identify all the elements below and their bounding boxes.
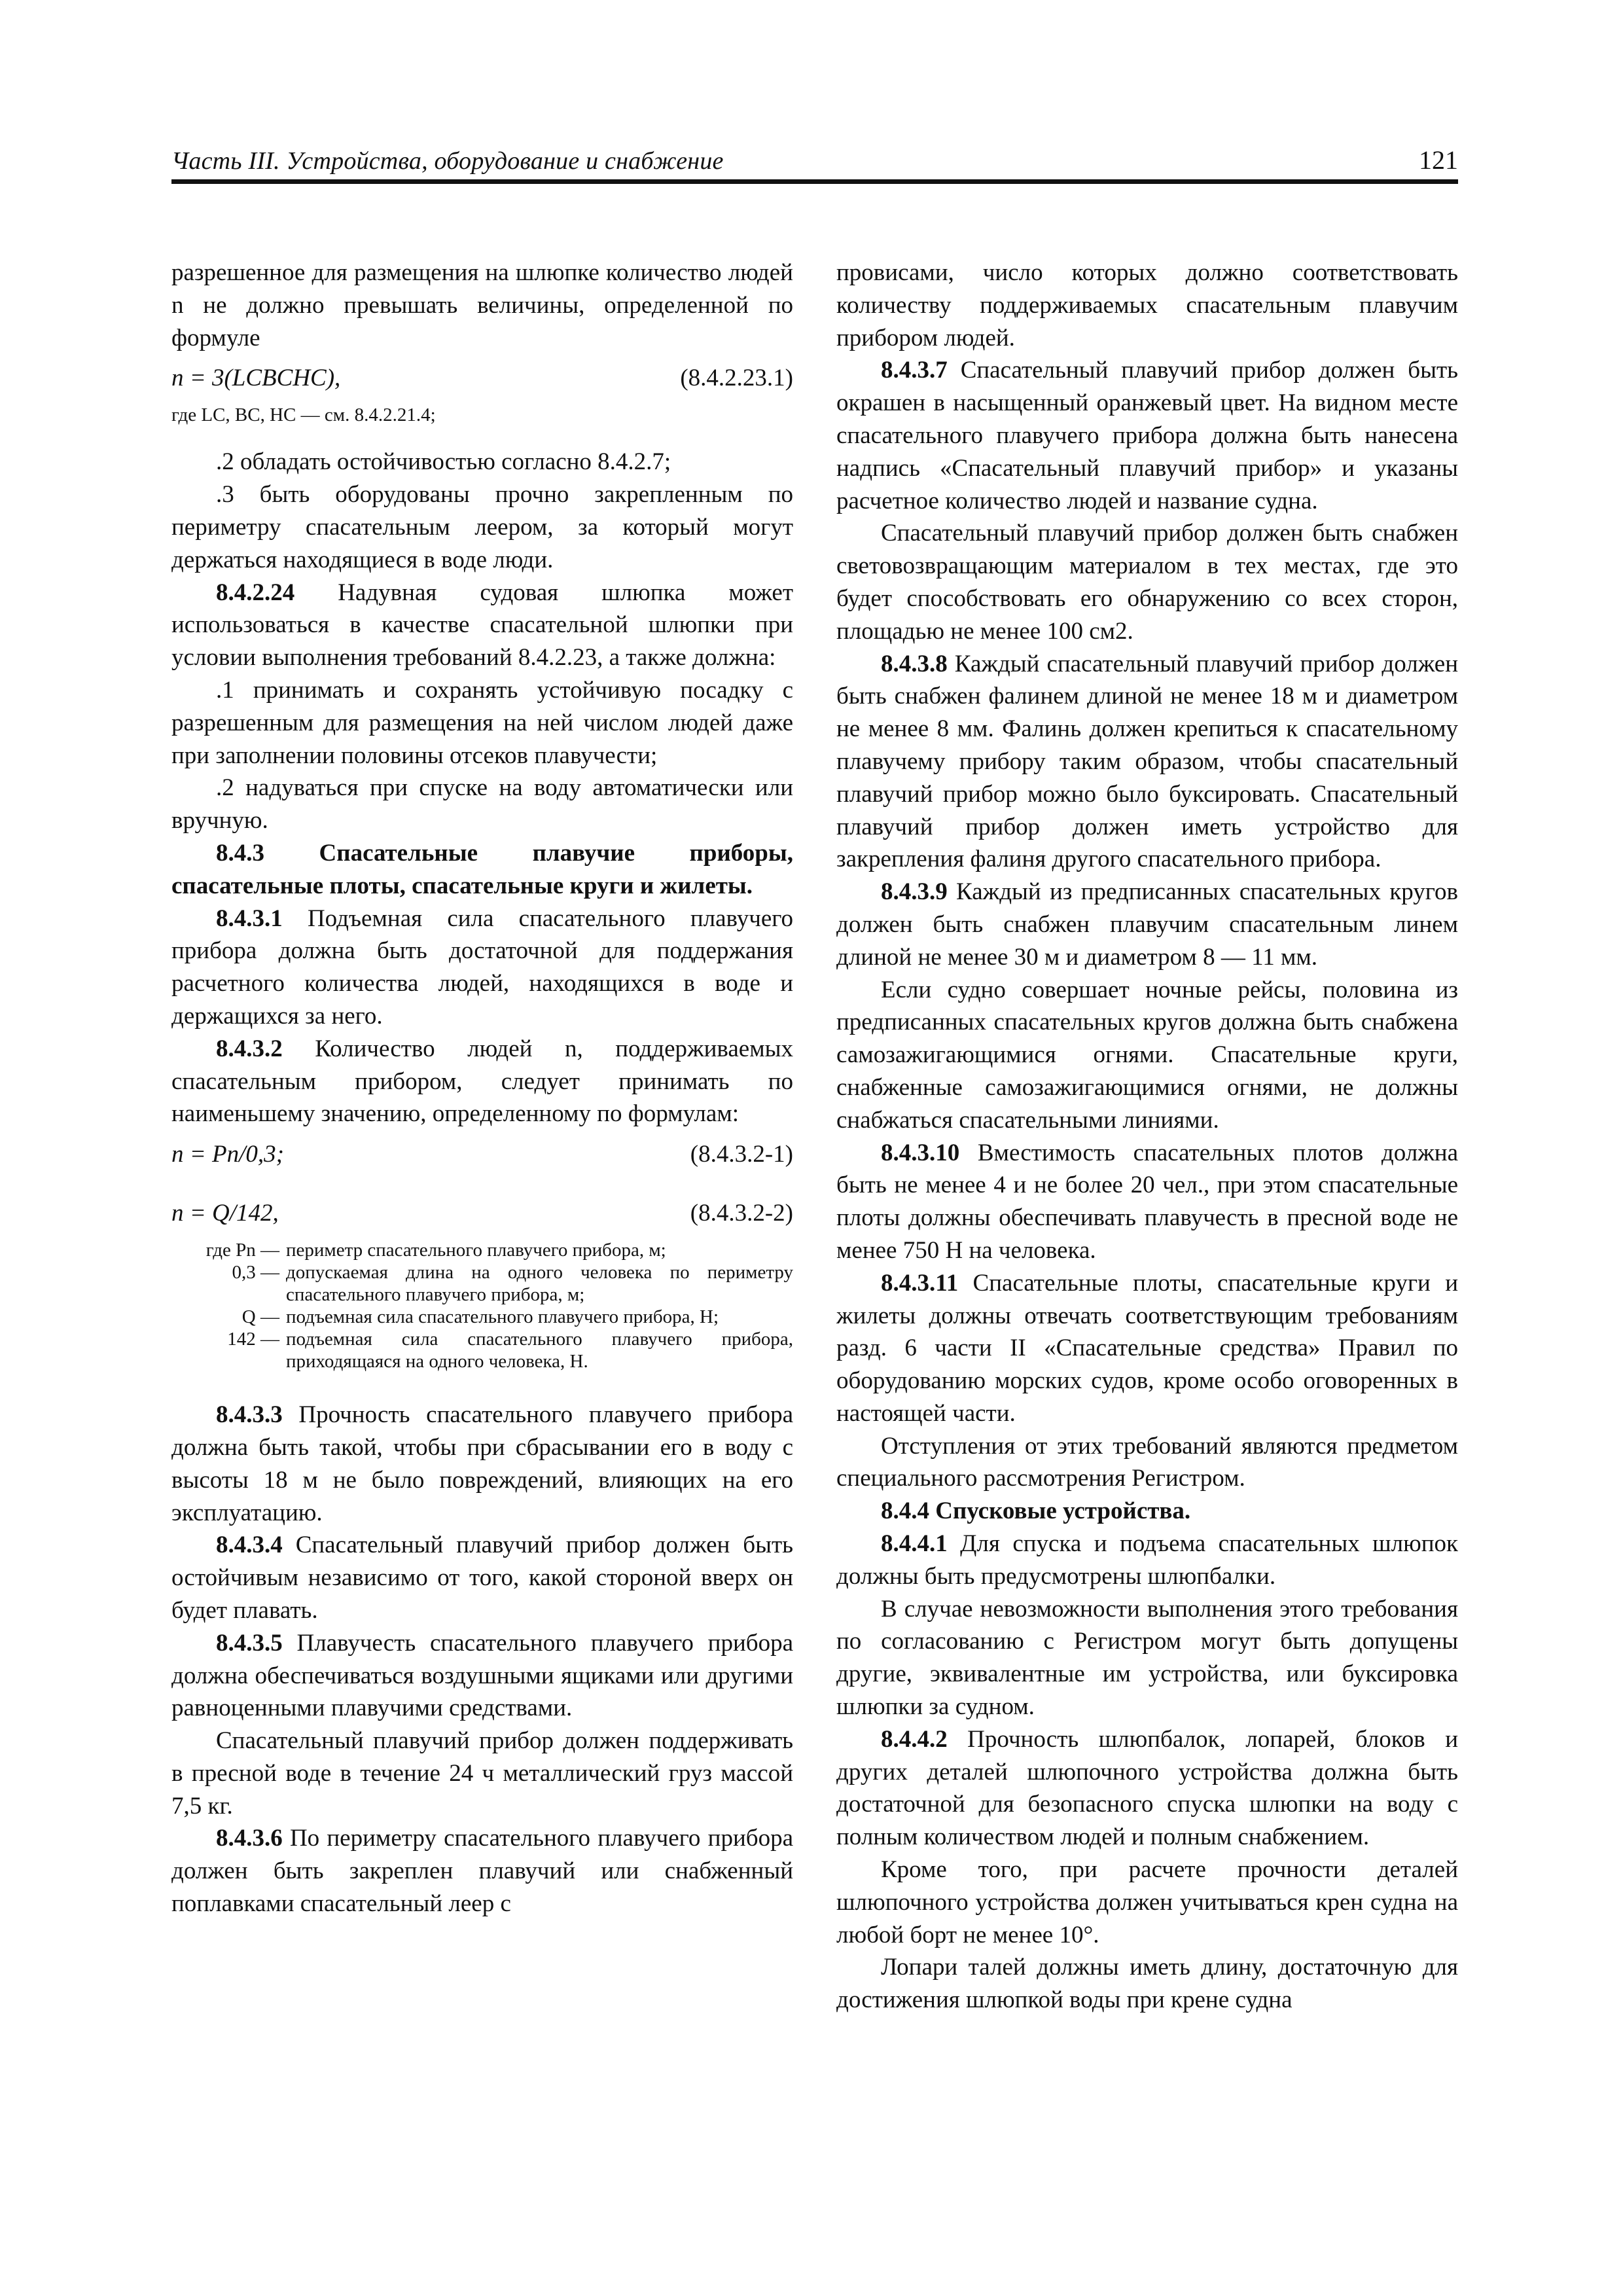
running-header: [171, 143, 1458, 184]
clause-8-4-3-10: 8.4.3.10 Вместимость спасательных плотов должна быть не менее 4 и не более 20 чел., при этом спасательные плоты должны обеспечивать плавучесть в пресной воде не менее 750 Н на человека.: [836, 1139, 1458, 1264]
formula-note: где LC, BC, HC — см. 8.4.2.21.4;: [171, 404, 436, 426]
formula-legend: [171, 1239, 793, 1372]
clause-8-4-3-1: 8.4.3.1 Подъемная сила спасательного плавучего прибора должна быть достаточной для поддержания расчетного количества людей, находящихся в воде и держащихся за него.: [171, 905, 793, 1030]
right-column: [836, 257, 1458, 2017]
clause-8-4-4-2: 8.4.4.2 Прочность шлюпбалок, лопарей, блоков и других деталей шлюпочного устройства должна быть достаточной для безопасного спуска шлюпки на воду с полным количеством людей и полным снабжением.: [836, 1725, 1458, 1851]
formula-expression: n = 3(LCBCHC),: [171, 365, 341, 392]
paragraph: разрешенное для размещения на шлюпке количество людей n не должно превышать величины, определенной по формуле: [171, 259, 793, 351]
legend-definition: подъемная сила спасательного плавучего прибора, приходящаяся на одного человека, Н.: [286, 1329, 793, 1372]
clause-number: 8.4.3.3: [216, 1401, 283, 1429]
paragraph: Спасательный плавучий прибор должен быть снабжен световозвращающим материалом в тех местах, где это будет способствовать его обнаружению со всех сторон, площадью не менее 100 см2.: [836, 520, 1458, 645]
formula: [171, 362, 793, 395]
clause-number: 8.4.4.2: [881, 1725, 948, 1753]
page-number: 121: [1419, 145, 1458, 175]
legend-definition: допускаемая длина на одного человека по периметру спасательного плавучего прибора, м;: [286, 1262, 793, 1306]
section-heading-8-4-3: 8.4.3 Спасательные плавучие приборы, спасательные плоты, спасательные круги и жилеты.: [171, 839, 793, 899]
list-item: .1 принимать и сохранять устойчивую посадку с разрешенным для размещения на ней числом людей даже при заполнении половины отсеков плавучести;: [171, 676, 793, 769]
clause-8-4-3-8: 8.4.3.8 Каждый спасательный плавучий прибор должен быть снабжен фалинем длиной не менее 18 м и диаметром не менее 8 мм. Фалинь должен крепиться к спасательному плавучему прибору таким образом, чтобы спасательный плавучий прибор можно было буксировать. Спасательный плавучий прибор должен иметь устройство для закрепления фалиня другого спасательного прибора.: [836, 650, 1458, 873]
clause-number: 8.4.2.24: [216, 579, 295, 606]
paragraph: В случае невозможности выполнения этого требования по согласованию с Регистром могут быть допущены другие, эквивалентные им устройства, или буксировка шлюпки за судном.: [836, 1595, 1458, 1721]
left-column: [171, 257, 793, 1920]
legend-row: [171, 1261, 793, 1306]
clause-number: 8.4.3.6: [216, 1825, 283, 1852]
clause-8-4-3-3: 8.4.3.3 Прочность спасательного плавучего прибора должна быть такой, чтобы при сбрасывании его в воду с высоты 18 м не было повреждений, влияющих на его эксплуатацию.: [171, 1401, 793, 1526]
clause-number: 8.4.4.1: [881, 1530, 948, 1558]
header-title: Часть III. Устройства, оборудование и снабжение: [171, 147, 724, 175]
legend-symbol: Q —: [241, 1306, 279, 1328]
formula-expression: n = Pn/0,3;: [171, 1141, 284, 1168]
clause-number: 8.4.3.2: [216, 1035, 283, 1062]
list-item: .2 обладать остойчивостью согласно 8.4.2.7;: [216, 448, 671, 476]
formula-expression: n = Q/142,: [171, 1200, 279, 1227]
paragraph: провисами, число которых должно соответствовать количеству поддерживаемых спасательным плавучим прибором людей.: [836, 259, 1458, 351]
legend-definition: подъемная сила спасательного плавучего прибора, Н;: [286, 1306, 719, 1328]
formula-number: (8.4.3.2-1): [690, 1141, 793, 1168]
clause-8-4-3-11: 8.4.3.11 Спасательные плоты, спасательные круги и жилеты должны отвечать соответствующим требованиям разд. 6 части II «Спасательные средства» Правил по оборудованию морских судов, кроме особо оговоренных в настоящей части.: [836, 1269, 1458, 1427]
paragraph: Спасательный плавучий прибор должен поддерживать в пресной воде в течение 24 ч металлический груз массой 7,5 кг.: [171, 1727, 793, 1820]
paragraph: Отступления от этих требований являются предметом специального рассмотрения Регистром.: [836, 1432, 1458, 1492]
formula-number: (8.4.2.23.1): [680, 365, 793, 392]
clause-number: 8.4.3.8: [881, 650, 948, 677]
legend-row: [171, 1306, 793, 1328]
legend-symbol: где Pn —: [205, 1240, 279, 1261]
clause-8-4-3-5: 8.4.3.5 Плавучесть спасательного плавучего прибора должна обеспечиваться воздушными ящиками или другими равноценными плавучими средствами.: [171, 1629, 793, 1722]
clause-8-4-3-2: 8.4.3.2 Количество людей n, поддерживаемых спасательным прибором, следует принимать по наименьшему значению, определенному по формулам:: [171, 1035, 793, 1128]
clause-number: 8.4.3.5: [216, 1629, 283, 1657]
legend-symbol: 142 —: [227, 1329, 279, 1350]
list-item: .3 быть оборудованы прочно закрепленным по периметру спасательным леером, за который могут держаться находящиеся в воде люди.: [171, 481, 793, 573]
clause-number: 8.4.3.11: [881, 1269, 959, 1297]
formula: [171, 1197, 793, 1230]
clause-number: 8.4.3.10: [881, 1139, 960, 1166]
legend-definition: периметр спасательного плавучего прибора, м;: [286, 1240, 666, 1261]
clause-8-4-3-9: 8.4.3.9 Каждый из предписанных спасательных кругов должен быть снабжен плавучим спасательным линем длиной не менее 30 м и диаметром 8 — 11 мм.: [836, 878, 1458, 971]
paragraph: Лопари талей должны иметь длину, достаточную для достижения шлюпкой воды при крене судна: [836, 1954, 1458, 2014]
legend-row: [171, 1328, 793, 1372]
list-item: .2 надуваться при спуске на воду автоматически или вручную.: [171, 774, 793, 834]
paragraph: Если судно совершает ночные рейсы, половина из предписанных спасательных кругов должна быть снабжена самозажигающимися огнями. Спасательные круги, снабженные самозажигающимися огнями, не должны снабжаться спасательными линиями.: [836, 976, 1458, 1134]
formula: [171, 1138, 793, 1171]
clause-8-4-3-6: 8.4.3.6 По периметру спасательного плавучего прибора должен быть закреплен плавучий или снабженный поплавками спасательный леер с: [171, 1825, 793, 1918]
clause-8-4-2-24: 8.4.2.24 Надувная судовая шлюпка может использоваться в качестве спасательной шлюпки при условии выполнения требований 8.4.2.23, а также должна:: [171, 579, 793, 672]
clause-8-4-3-7: 8.4.3.7 Спасательный плавучий прибор должен быть окрашен в насыщенный оранжевый цвет. На видном месте спасательного плавучего прибора должна быть нанесена надпись «Спасательный плавучий прибор» и указаны расчетное количество людей и название судна.: [836, 357, 1458, 514]
formula-number: (8.4.3.2-2): [690, 1200, 793, 1227]
clause-number: 8.4.3.4: [216, 1532, 283, 1559]
clause-8-4-4-1: 8.4.4.1 Для спуска и подъема спасательных шлюпок должны быть предусмотрены шлюпбалки.: [836, 1530, 1458, 1590]
clause-number: 8.4.3.1: [216, 905, 283, 932]
clause-8-4-3-4: 8.4.3.4 Спасательный плавучий прибор должен быть остойчивым независимо от того, какой стороной вверх он будет плавать.: [171, 1532, 793, 1624]
clause-number: 8.4.3.7: [881, 357, 948, 384]
section-heading-8-4-4: 8.4.4 Спусковые устройства.: [881, 1498, 1191, 1525]
legend-row: [171, 1239, 793, 1261]
clause-number: 8.4.3.9: [881, 878, 948, 906]
legend-symbol: 0,3 —: [232, 1262, 279, 1283]
paragraph: Кроме того, при расчете прочности деталей шлюпочного устройства должен учитываться крен судна на любой борт не менее 10°.: [836, 1856, 1458, 1948]
